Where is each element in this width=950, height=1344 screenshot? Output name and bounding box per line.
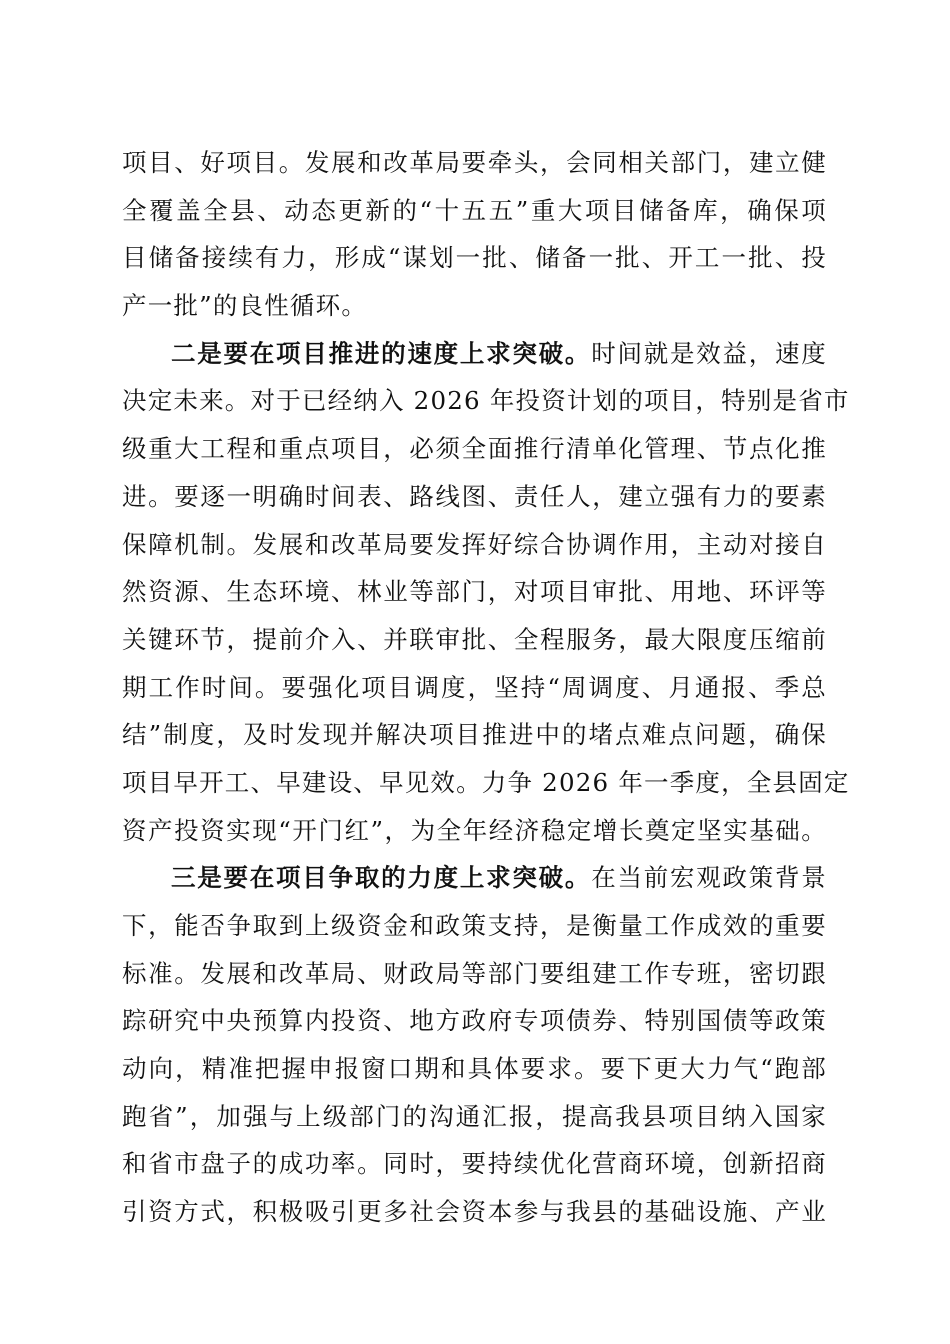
text-line-rest: 时间就是效益，速度: [591, 338, 827, 368]
text-line: 跑省”，加强与上级部门的沟通汇报，提高我县项目纳入国家: [122, 1101, 827, 1131]
text-line: 然资源、生态环境、林业等部门，对项目审批、用地、环评等: [122, 577, 827, 607]
body-text: [122, 139, 850, 1236]
text-line-first: [122, 854, 827, 902]
text-line: 下，能否争取到上级资金和政策支持，是衡量工作成效的重要: [122, 911, 827, 940]
text-line: 保障机制。发展和改革局要发挥好综合协调作用，主动对接自: [122, 529, 827, 559]
text-line: 产一批”的良性循环。: [122, 291, 368, 321]
text-line: 结”制度，及时发现并解决项目推进中的堵点难点问题，确保: [122, 720, 827, 750]
text-line: 项目、好项目。发展和改革局要牵头，会同相关部门，建立健: [122, 148, 827, 177]
text-line: 目储备接续有力，形成“谋划一批、储备一批、开工一批、投: [122, 243, 827, 273]
text-line: 引资方式，积极吸引更多社会资本参与我县的基础设施、产业: [122, 1197, 827, 1227]
text-line: 进。要逐一明确时间表、路线图、责任人，建立强有力的要素: [122, 481, 827, 511]
text-line: 决定未来。对于已经纳入 2026 年投资计划的项目，特别是省市: [122, 386, 850, 416]
paragraph-lead-heading: 二是要在项目推进的速度上求突破。: [171, 338, 592, 368]
text-line: 踪研究中央预算内投资、地方政府专项债券、特别国债等政策: [122, 1006, 827, 1036]
text-line: 期工作时间。要强化项目调度，坚持“周调度、月通报、季总: [122, 672, 827, 702]
paragraph-continuation: [122, 139, 827, 330]
paragraph-speed: [122, 330, 850, 855]
paragraph-lead-heading: 三是要在项目争取的力度上求突破。: [171, 863, 592, 893]
text-line: 项目早开工、早建设、早见效。力争 2026 年一季度，全县固定: [122, 767, 850, 797]
text-line: 动向，精准把握申报窗口期和具体要求。要下更大力气“跑部: [122, 1054, 827, 1084]
text-line-rest: 在当前宏观政策背景: [591, 863, 827, 893]
text-line: 关键环节，提前介入、并联审批、全程服务，最大限度压缩前: [122, 624, 827, 654]
text-line: 全覆盖全县、动态更新的“十五五”重大项目储备库，确保项: [122, 195, 827, 225]
text-line: 资产投资实现“开门红”，为全年经济稳定增长奠定坚实基础。: [122, 815, 827, 845]
paragraph-strength: [122, 854, 827, 1236]
text-line: 级重大工程和重点项目，必须全面推行清单化管理、节点化推: [122, 434, 827, 464]
text-line-first: [122, 330, 827, 378]
text-line: 和省市盘子的成功率。同时，要持续优化营商环境，创新招商: [122, 1149, 827, 1179]
text-line: 标准。发展和改革局、财政局等部门要组建工作专班，密切跟: [122, 958, 827, 988]
